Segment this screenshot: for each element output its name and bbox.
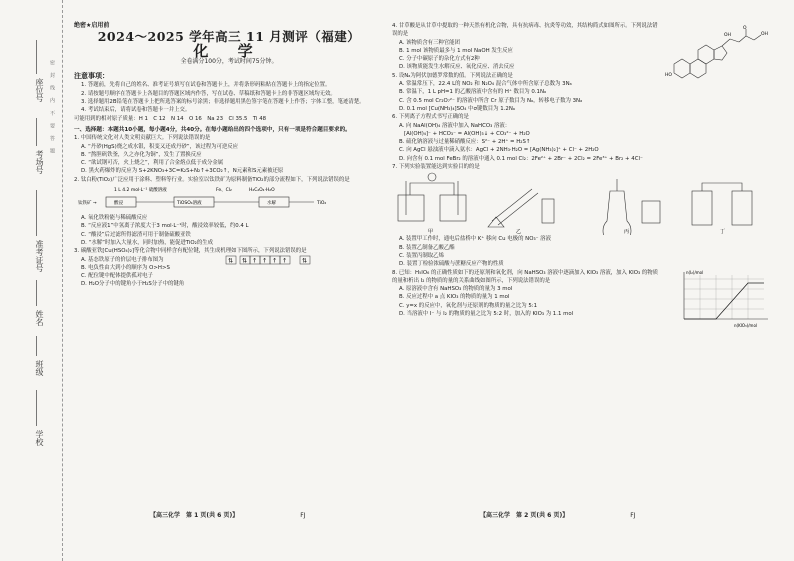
- atomic-mass-line: 可能用到的相对原子质量：H 1 C 12 N 14 O 16 Na 23 Cl 35.5 Ti 48: [74, 115, 267, 122]
- svg-text:⇅: ⇅: [242, 257, 248, 265]
- flow-product: TiO₂: [317, 201, 327, 207]
- section-1-heading: 一、选择题：本题共10小题，每小题4分，共40分。在每小题给出的四个选项中，只有一项是符合题目要求的。: [74, 126, 351, 133]
- question-5-option-a: A. 常温常压下，22.4 L的 NO₂ 和 N₂O₄ 混合气体中所含原子总数为 3Nₐ: [399, 81, 572, 88]
- question-4-option-c: C. 分子中碳原子的杂化方式有2种: [399, 56, 480, 63]
- question-7-option-a: A. 装置甲工作时，通电后盐桥中 K⁺ 移向 Cu 电极的 NO₃⁻ 溶液: [399, 236, 551, 243]
- apparatus-label-yi: 乙: [516, 229, 522, 236]
- question-5-option-d: D. 0.1 mol [Cu(NH₃)₄]SO₄ 中σ键数目为 1.2Nₐ: [399, 105, 515, 112]
- subject-title: 化 学: [193, 41, 265, 60]
- secret-mark: 绝密★启用前: [74, 22, 110, 29]
- question-3-option-b: B. 电负性由大到小的顺序为 O>H>S: [81, 264, 170, 271]
- svg-text:⇅: ⇅: [228, 257, 234, 265]
- flow-start: 钛铁矿 →: [78, 201, 97, 207]
- svg-text:⇅: ⇅: [302, 257, 308, 265]
- room-number-line: [36, 118, 37, 146]
- exam-id-line: [36, 190, 37, 236]
- svg-text:↑: ↑: [272, 257, 278, 265]
- question-3-stem: 3. 碳酸亚铁[Cu(HSO₄)₂]等化合物中同样含有配位键，其生成机理如下图所示，下列说法错误的是: [74, 248, 307, 255]
- question-7-option-d: D. 装置丁检验浓硫酸与蔗糖反应产物的性质: [399, 261, 504, 268]
- flow-step-solution: TiOSO₄溶液: [177, 201, 202, 207]
- question-2-option-d: D. “水解”时加入大量水，同时加热，能促进TiO₂的生成: [81, 239, 214, 246]
- svg-text:OH: OH: [724, 33, 731, 38]
- page-2-footer-code: FJ: [630, 512, 636, 519]
- seat-number-label: 座位号: [35, 78, 44, 102]
- question-6-option-a-equation: [Al(OH)₄]⁻ + HCO₃⁻ = Al(OH)₃↓ + CO₃²⁻ + H₂O: [404, 130, 530, 137]
- question-4-option-a: A. 该物质含有三种官能团: [399, 39, 460, 46]
- svg-text:↑: ↑: [262, 257, 268, 265]
- question-5-stem: 5. 设Nₐ为阿伏加德罗常数的值。下列说法正确的是: [392, 72, 513, 79]
- note-item: 2. 请按题号顺序在答题卡上各题目的答题区域内作答，写在试卷、草稿纸和答题卡上的非答题区域均无效。: [81, 90, 336, 97]
- school-label: 学校: [35, 430, 44, 446]
- page-2-footer-text: 【高三化学 第 2 页(共 6 页)】: [480, 512, 569, 519]
- question-2-flowchart: [74, 184, 384, 214]
- question-3-option-c: C. 配位键中配体提供孤对电子: [81, 273, 153, 280]
- name-label: 姓名: [35, 310, 44, 326]
- notes-heading: 注意事项：: [74, 72, 109, 81]
- question-8-option-a: A. 原溶液中含有 NaHSO₃ 的物质的量为 3 mol: [399, 286, 513, 293]
- svg-text:O: O: [743, 26, 747, 31]
- question-1-option-d: D. 黑火药爆炸的反应为 S+2KNO₃+3C=K₂S+N₂↑+3CO₂↑，N元素和S元素被还原: [81, 168, 284, 175]
- question-8-option-b: B. 反应过程中 a 点 KIO₃ 的物质的量为 1 mol: [399, 294, 510, 301]
- question-7-option-c: C. 装置丙制取乙烯: [399, 252, 444, 259]
- question-5-option-b: B. 常温下，1 L pH=1 的乙酸溶液中含有的 H⁺ 数目为 0.1Nₐ: [399, 89, 547, 96]
- question-2-option-c: C. “酸浸”后过滤所得滤渣可用于制备硫酸亚铁: [81, 231, 191, 238]
- apparatus-label-bing: 丙: [624, 229, 630, 236]
- note-item: 1. 答题前，先将自己的姓名、准考证号填写在试卷和答题卡上，并将条形码粘贴在答题卡上的指定位置。: [81, 82, 331, 89]
- question-8-graph: [664, 269, 772, 331]
- graph-xlabel: n(KIO₃)/mol: [734, 322, 758, 328]
- question-6-option-d: D. 向含有 0.1 mol FeBr₂ 的溶液中通入 0.1 mol Cl₂：2Fe²⁺ + 2Br⁻ + 2Cl₂ = 2Fe³⁺ + Br₂ + 4Cl⁻: [399, 155, 643, 162]
- question-1-option-a: A. “丹砂(HgS)烧之成水银，积变又还成丹砂”，该过程为可逆反应: [81, 143, 239, 150]
- flow-step-hydrolysis: 水解: [267, 201, 276, 207]
- page-2-footer: [480, 510, 636, 519]
- question-5-option-c: C. 含 0.5 mol Cr₂O₇²⁻ 的溶液中所含 Cr 原子数目为 Nₐ，转移电子数为 3Nₐ: [399, 97, 583, 104]
- question-4-stem: 4. 甘草酸是从甘草中提取的一种天然有机化合物，具有抗病毒、抗炎等功效，其结构简式如图所示。下列说法错误的是: [392, 23, 658, 38]
- page-1-footer-code: FJ: [300, 512, 306, 519]
- question-8-option-c: C. y=x 的反应中，氧化剂与还原剂的物质的量之比为 5:1: [399, 302, 538, 309]
- school-line: [36, 390, 37, 426]
- question-1-option-c: C. “欲试钢可否，火上烧之”，利用了合金熔点低于成分金属: [81, 160, 224, 167]
- question-7-option-b: B. 装置乙制备乙酸乙酯: [399, 244, 455, 251]
- question-7-apparatus: [392, 171, 772, 235]
- svg-text:↑: ↑: [252, 257, 258, 265]
- question-2-stem: 2. 钛白粉(TiO₂)广泛应用于涂料、塑料等行业。实验室以钛铁矿为原料制备TiO₂的部分流程如下，下列说法错误的是: [74, 176, 350, 183]
- question-8-option-d: D. 当溶液中 I⁻ 与 I₂ 的物质的量之比为 5:2 时，加入的 KIO₃ 为 1.1 mol: [399, 311, 574, 318]
- binding-strip: [0, 0, 63, 561]
- seat-number-line: [36, 40, 37, 74]
- apparatus-label-jia: 甲: [428, 229, 434, 236]
- flow-reagent-3: H₂C₂O₄·H₂O: [249, 188, 275, 194]
- question-8-stem: 8. 已知：H₅IO₆ 的正确性质如下的还原剂和氧化剂，向 NaHSO₃ 溶液中逐滴加入 KIO₃ 溶液，加入 KIO₃ 的物质的量和析出 I₂ 的物质的量的关系曲线如图所示，下列说法错误的是: [392, 269, 659, 284]
- question-3-option-a: A. 基态铁原子的价层电子排布图为: [81, 256, 164, 263]
- question-6-option-c: C. 向 AgCl 悬浊液中滴入氨水：AgCl + 2NH₃·H₂O = [Ag(NH₃)₂]⁺ + Cl⁻ + 2H₂O: [399, 147, 599, 154]
- name-line: [36, 280, 37, 306]
- page-1-footer: [150, 510, 306, 519]
- question-2-option-b: B. “反应液1”中氢离子浓度大于3 mol·L⁻¹时，酸浸效率较低，约0.4 L: [81, 223, 249, 230]
- apparatus-label-ding: 丁: [720, 229, 726, 236]
- question-6-stem: 6. 下列离子方程式书写正确的是: [392, 114, 469, 121]
- page-1: [74, 22, 384, 289]
- room-number-label: 考场号: [35, 150, 44, 174]
- question-6-option-a: A. 向 NaAl(OH)₄ 溶液中加入 NaHCO₃ 溶液：: [399, 122, 511, 129]
- exam-meta: 全卷满分100分，考试时间75分钟。: [180, 57, 278, 65]
- flow-reagent-1: 1 L 4.2 mol·L⁻¹ 硫酸溶液: [114, 188, 167, 194]
- question-7-stem: 7. 下列实验装置能达到实验目的的是: [392, 164, 480, 171]
- note-item: 3. 选择题用2B铅笔在答题卡上把所选答案的标号涂黑；非选择题用黑色签字笔在答题卡上作答；字体工整，笔迹清楚。: [81, 99, 365, 106]
- question-4-option-d: D. 该物质能发生水解反应、氧化反应、消去反应: [399, 64, 515, 71]
- question-1-option-b: B. “熬胆矾铁釜，久之亦化为铜”，发生了置换反应: [81, 151, 202, 158]
- molecule-structure: [664, 24, 772, 84]
- question-3-option-d: D. H₂O分子中的键角小于H₂S分子中的键角: [81, 281, 185, 288]
- question-1-stem: 1. 中国传统文化对人类文明贡献巨大。下列说法错误的是: [74, 135, 211, 142]
- svg-text:↑: ↑: [282, 257, 288, 265]
- exam-id-label: 准考证号: [35, 240, 44, 272]
- orbital-diagram: [224, 254, 344, 266]
- svg-text:OH: OH: [761, 32, 768, 37]
- flow-step-acid: 酸浸: [114, 201, 123, 207]
- exam-title: 2024～2025 学年高三 11 月测评（福建）: [97, 29, 361, 45]
- seal-line-hint: 密 封 线 内 不 要 答 题: [49, 60, 55, 157]
- note-item: 4. 考试结束后，请将试卷和答题卡一并上交。: [81, 107, 191, 114]
- page-1-footer-text: 【高三化学 第 1 页(共 6 页)】: [150, 512, 239, 519]
- question-6-option-b: B. 硫化钠溶液与过量稀硝酸反应：S²⁻ + 2H⁺ = H₂S↑: [399, 139, 531, 146]
- question-2-option-a: A. 氧化铁粉能与稀硫酸反应: [81, 215, 148, 222]
- svg-text:HO: HO: [665, 73, 672, 78]
- graph-ylabel: n(I₂)/mol: [686, 269, 704, 275]
- page-2: [392, 22, 772, 328]
- flow-reagent-2: Fe、Cl₂: [216, 188, 232, 194]
- class-label: 班级: [35, 360, 44, 376]
- class-line: [36, 336, 37, 356]
- question-4-option-b: B. 1 mol 该物质最多与 1 mol NaOH 发生反应: [399, 47, 513, 54]
